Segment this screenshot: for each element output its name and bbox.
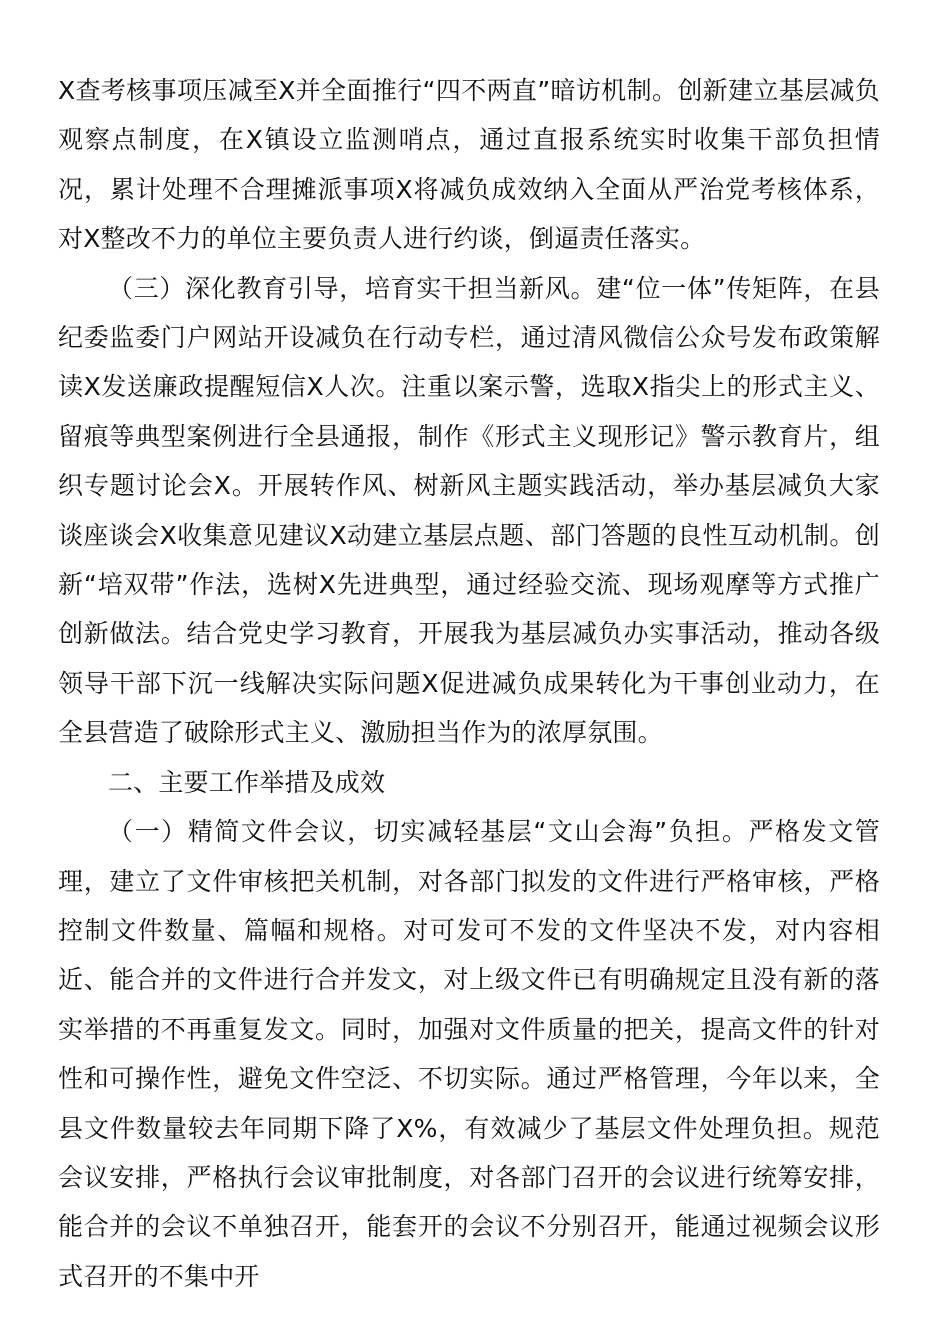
document-body [58,66,880,1301]
paragraph-section-one: （一）精简文件会议，切实减轻基层“文山会海”负担。严格发文管理，建立了文件审核把关机制，对各部门拟发的文件进行严格审核，严格控制文件数量、篇幅和规格。对可发可不发的文件坚决不发，对内容相近、能合并的文件进行合并发文，对上级文件已有明确规定且没有新的落实举措的不再重复发文。同时，加强对文件质量的把关，提高文件的针对性和可操作性，避免文件空泛、不切实际。通过严格管理，今年以来，全县文件数量较去年同期下降了X%，有效减少了基层文件处理负担。规范会议安排，严格执行会议审批制度，对各部门召开的会议进行统筹安排，能合并的会议不单独召开，能套开的会议不分别召开，能通过视频会议形式召开的不集中开 [58,817,880,1291]
section-heading-main-measures: 二、主要工作举措及成效 [108,767,386,797]
paragraph-continuation: X查考核事项压减至X并全面推行“四不两直”暗访机制。创新建立基层减负观察点制度，在X镇设立监测哨点，通过直报系统实时收集干部负担情况，累计处理不合理摊派事项X将减负成效纳入全面从严治党考核体系，对X整改不力的单位主要负责人进行约谈，倒逼责任落实。 [58,76,880,254]
paragraph-section-three: （三）深化教育引导，培育实干担当新风。建“位一体”传矩阵，在县纪委监委门户网站开设减负在行动专栏，通过清风微信公众号发布政策解读X发送廉政提醒短信X人次。注重以案示警，选取X指尖上的形式主义、留痕等典型案例进行全县通报，制作《形式主义现形记》警示教育片，组织专题讨论会X。开展转作风、树新风主题实践活动，举办基层减负大家谈座谈会X收集意见建议X动建立基层点题、部门答题的良性互动机制。创新“培双带”作法，选树X先进典型，通过经验交流、现场观摩等方式推广创新做法。结合党史学习教育，开展我为基层减负办实事活动，推动各级领导干部下沉一线解决实际问题X促进减负成果转化为干事创业动力，在全县营造了破除形式主义、激励担当作为的浓厚氛围。 [58,273,880,748]
